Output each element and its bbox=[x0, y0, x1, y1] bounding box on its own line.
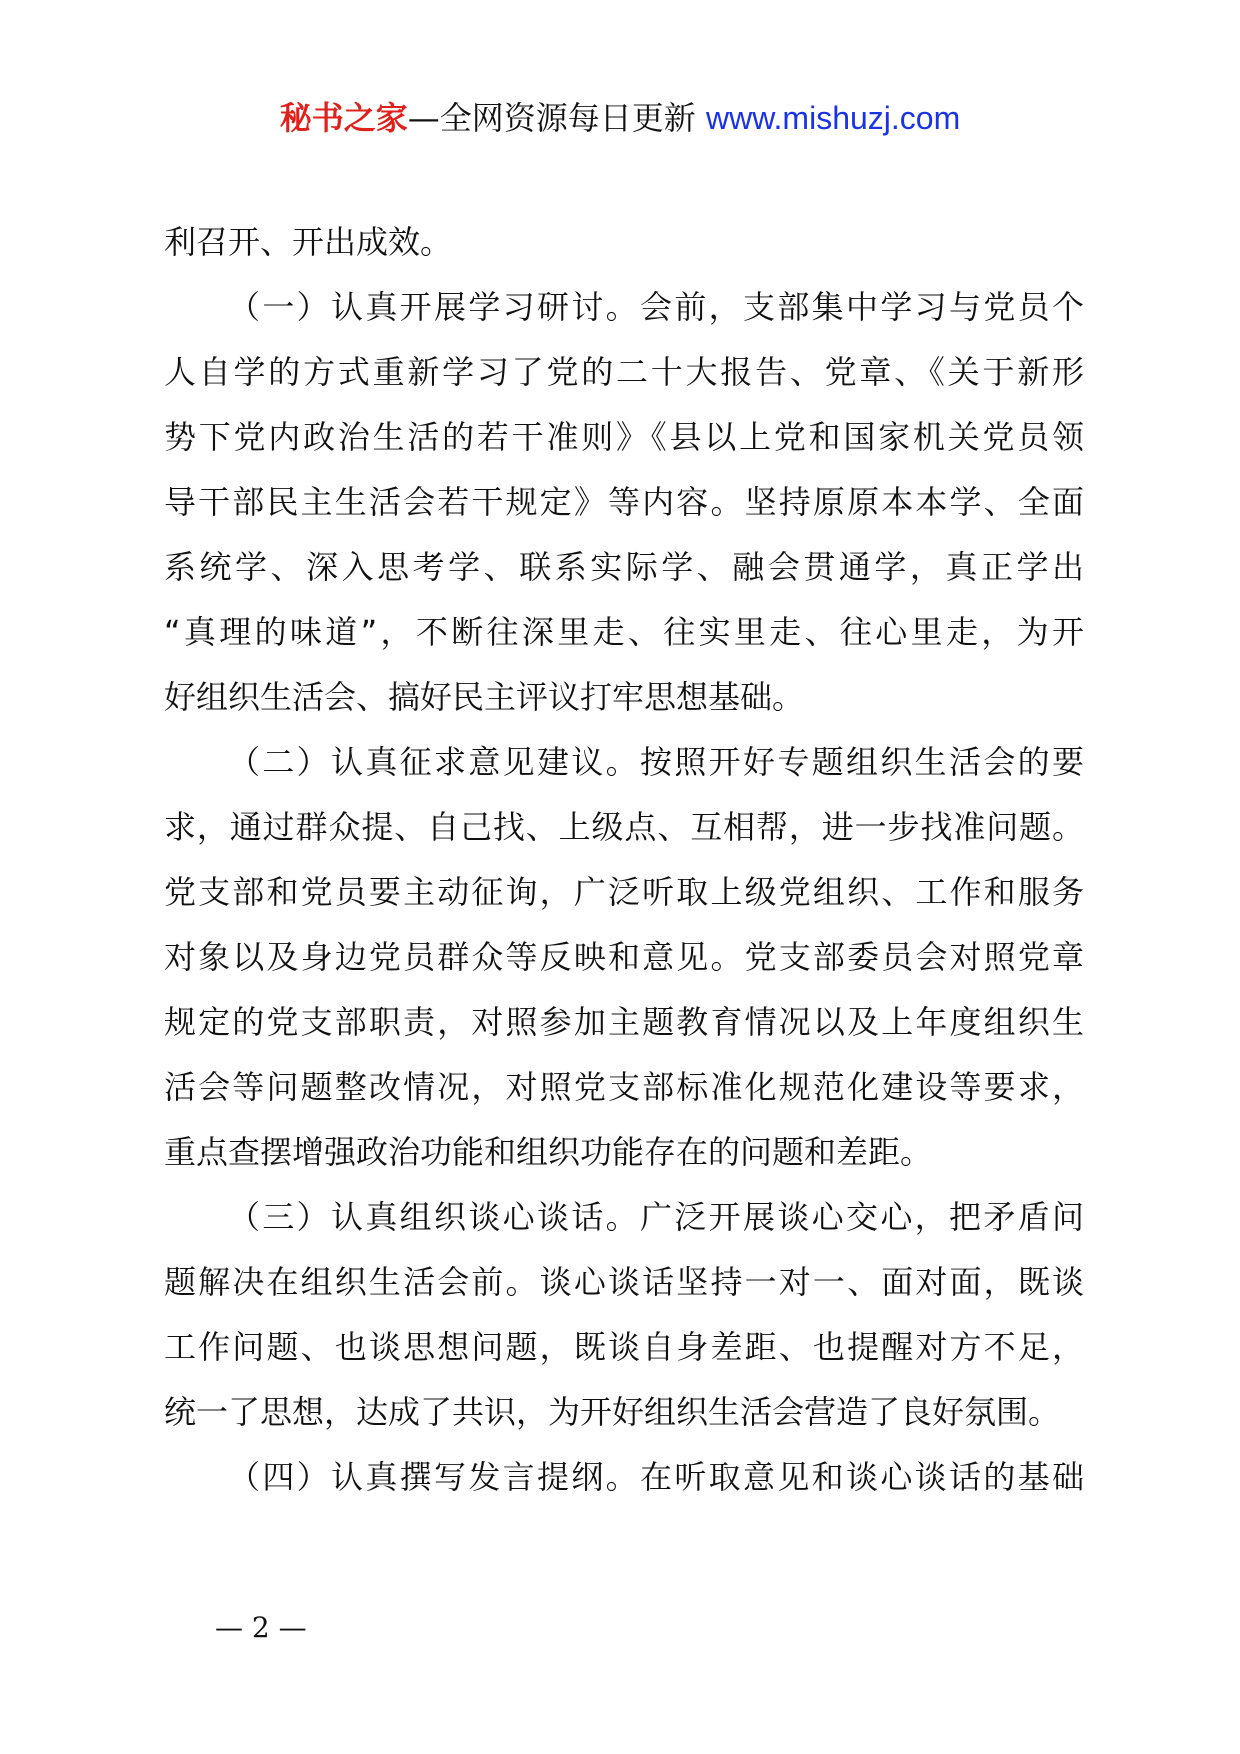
text-line: 求，通过群众提、自己找、上级点、互相帮，进一步找准问题。 bbox=[164, 808, 1084, 846]
text-line: 工作问题、也谈思想问题，既谈自身差距、也提醒对方不足， bbox=[164, 1328, 1084, 1366]
text-line: 统一了思想，达成了共识，为开好组织生活会营造了良好氛围。 bbox=[164, 1393, 1061, 1431]
text-line: “真理的味道”，不断往深里走、往实里走、往心里走，为开 bbox=[164, 613, 1084, 651]
text-line: 对象以及身边党员群众等反映和意见。党支部委员会对照党章 bbox=[164, 938, 1084, 976]
page-number: — 2 — bbox=[215, 1611, 307, 1644]
site-tagline: —全网资源每日更新 bbox=[407, 99, 696, 137]
paragraph-1-start: （一）认真开展学习研讨。会前，支部集中学习与党员个 bbox=[228, 288, 1084, 326]
text-line: 规定的党支部职责，对照参加主题教育情况以及上年度组织生 bbox=[164, 1003, 1084, 1041]
text-line: 利召开、开出成效。 bbox=[164, 223, 453, 261]
text-line: 活会等问题整改情况，对照党支部标准化规范化建设等要求， bbox=[164, 1068, 1084, 1106]
paragraph-2-start: （二）认真征求意见建议。按照开好专题组织生活会的要 bbox=[228, 743, 1084, 781]
text-line: 题解决在组织生活会前。谈心谈话坚持一对一、面对面，既谈 bbox=[164, 1263, 1084, 1301]
text-line: 势下党内政治生活的若干准则》《县以上党和国家机关党员领 bbox=[164, 418, 1084, 456]
paragraph-4-start: （四）认真撰写发言提纲。在听取意见和谈心谈话的基础 bbox=[228, 1458, 1084, 1496]
text-line: 好组织生活会、搞好民主评议打牢思想基础。 bbox=[164, 678, 805, 716]
site-brand: 秘书之家 bbox=[279, 99, 408, 137]
site-header bbox=[0, 98, 1240, 138]
text-line: 导干部民主生活会若干规定》等内容。坚持原原本本学、全面 bbox=[164, 483, 1084, 521]
paragraph-3-start: （三）认真组织谈心谈话。广泛开展谈心交心，把矛盾问 bbox=[228, 1198, 1084, 1236]
document-body bbox=[164, 210, 1084, 1510]
text-line: 系统学、深入思考学、联系实际学、融会贯通学，真正学出 bbox=[164, 548, 1084, 586]
site-url-link[interactable]: www.mishuzj.com bbox=[705, 100, 961, 136]
text-line: 党支部和党员要主动征询，广泛听取上级党组织、工作和服务 bbox=[164, 873, 1084, 911]
text-line: 重点查摆增强政治功能和组织功能存在的问题和差距。 bbox=[164, 1133, 933, 1171]
text-line: 人自学的方式重新学习了党的二十大报告、党章、《关于新形 bbox=[164, 353, 1084, 391]
